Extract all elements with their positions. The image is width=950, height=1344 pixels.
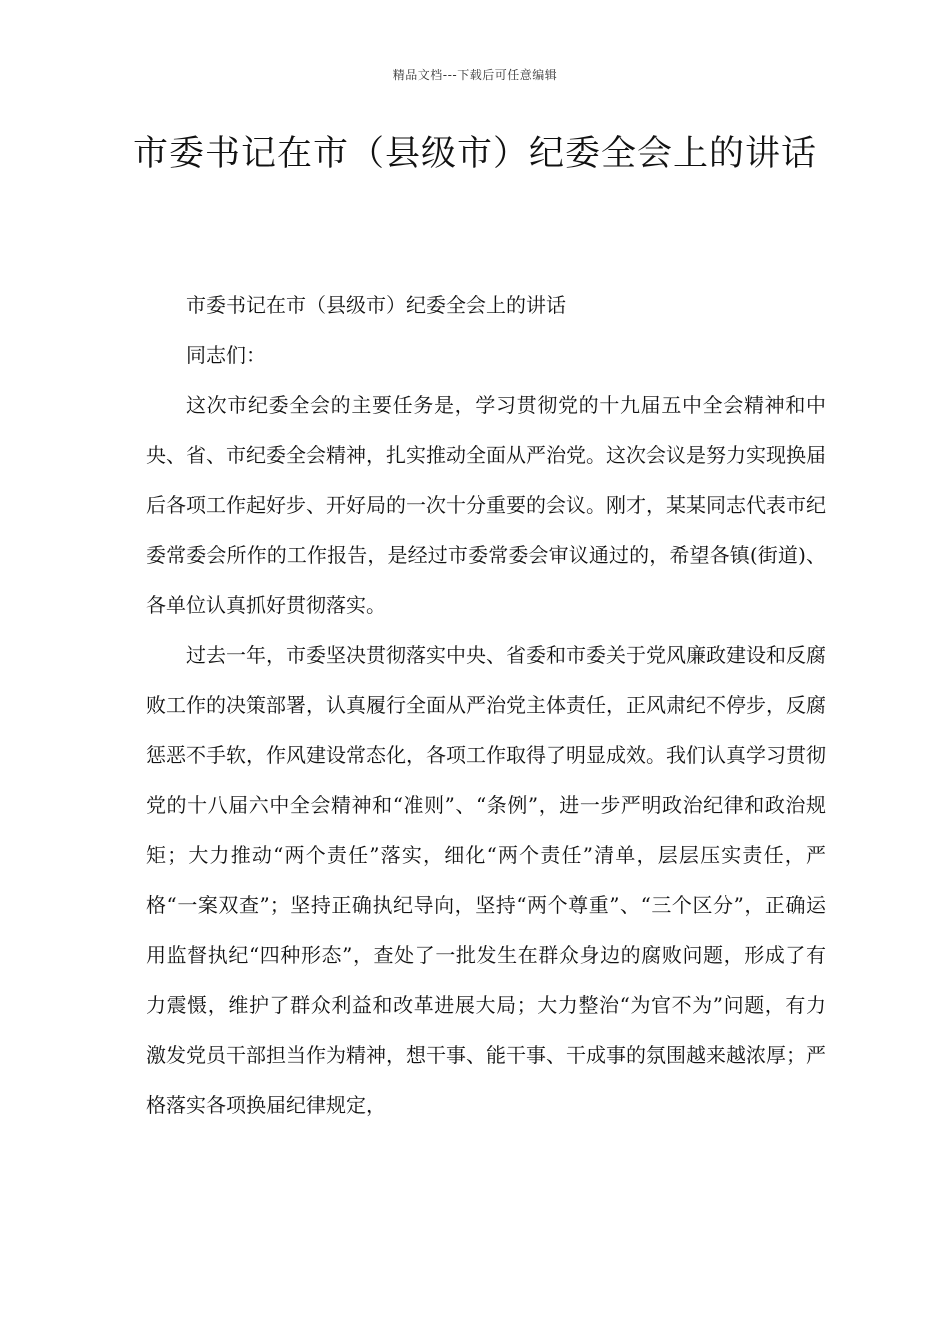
paragraph-salutation: 同志们： (186, 343, 266, 367)
header-note: 精品文档---下载后可任意编辑 (392, 68, 558, 82)
paragraph: 这次市纪委全会的主要任务是，学习贯彻党的十九届五中全会精神和中央、省、市纪委全会精神，扎实推动全面从严治党。这次会议是努力实现换届后各项工作起好步、开好局的一次十分重要的会议。刚才，某某同志代表市纪委常委会所作的工作报告，是经过市委常委会审议通过的，希望各镇(街道)、各单位认真抓好贯彻落实。 (146, 393, 826, 617)
document-title: 市委书记在市（县级市）纪委全会上的讲话 (132, 134, 817, 174)
paragraph-subtitle: 市委书记在市（县级市）纪委全会上的讲话 (186, 293, 566, 317)
paragraph: 过去一年，市委坚决贯彻落实中央、省委和市委关于党风廉政建设和反腐败工作的决策部署，认真履行全面从严治党主体责任，正风肃纪不停步，反腐惩恶不手软，作风建设常态化，各项工作取得了明显成效。我们认真学习贯彻党的十八届六中全会精神和“准则”、“条例”，进一步严明政治纪律和政治规矩；大力推动“两个责任”落实，细化“两个责任”清单，层层压实责任，严格“一案双查”；坚持正确执纪导向，坚持“两个尊重”、“三个区分”，正确运用监督执纪“四种形态”，查处了一批发生在群众身边的腐败问题，形成了有力震慑，维护了群众利益和改革进展大局；大力整治“为官不为”问题，有力激发党员干部担当作为精神，想干事、能干事、干成事的氛围越来越浓厚；严格落实各项换届纪律规定， (146, 643, 826, 1117)
document-body (146, 280, 826, 1130)
